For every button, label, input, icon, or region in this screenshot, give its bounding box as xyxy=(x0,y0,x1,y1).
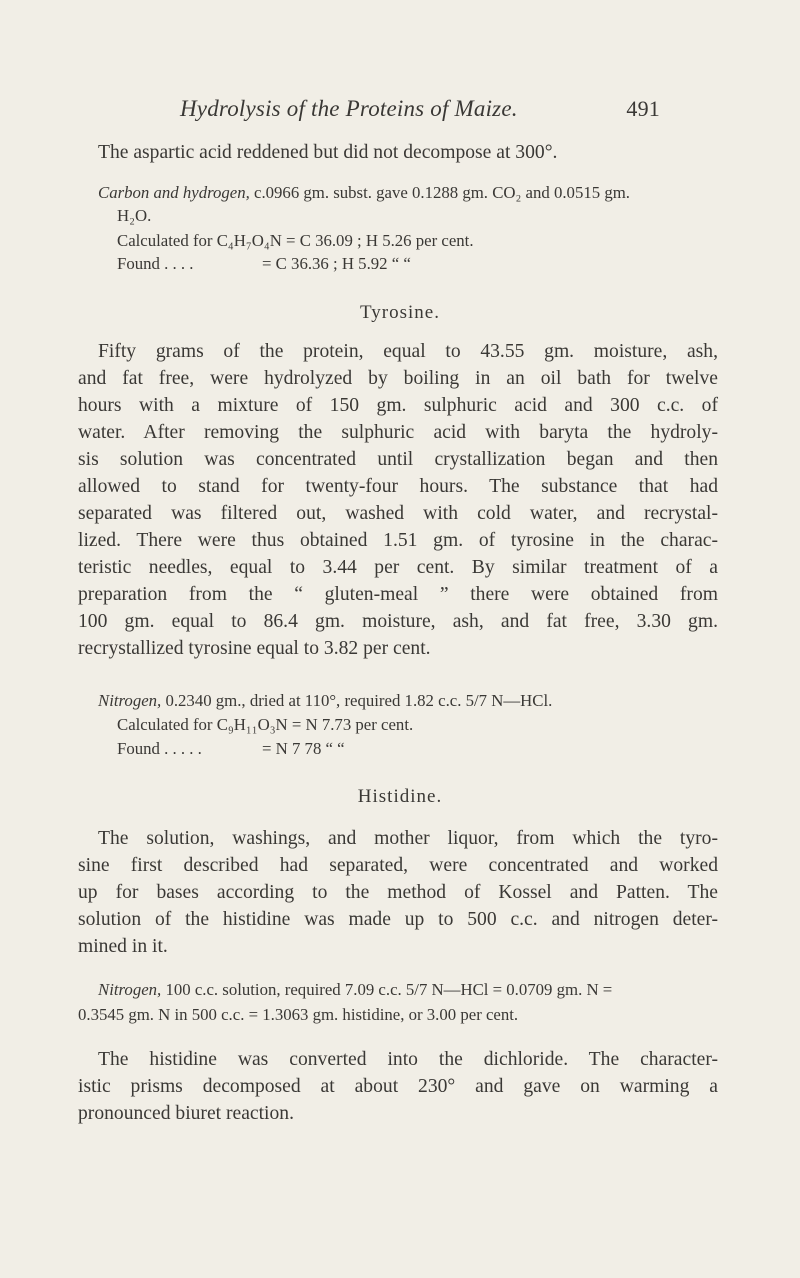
paragraph-line: hours with a mixture of 150 gm. sulphuric acid and 300 c.c. of xyxy=(78,395,718,416)
calculated-label: Calculated for C₄H₇O₄N xyxy=(117,231,282,250)
tyrosine-heading: Tyrosine. xyxy=(360,302,440,323)
tyrosine-analysis-line xyxy=(98,689,552,713)
paragraph-line: allowed to stand for twenty-four hours. The substance that had xyxy=(78,476,718,497)
running-header xyxy=(180,96,660,122)
histidine-heading: Histidine. xyxy=(357,786,443,807)
tyrosine-calculated xyxy=(117,713,413,737)
aspartic-calculated xyxy=(117,229,474,253)
paragraph-line: Fifty grams of the protein, equal to 43.55 gm. moisture, ash, xyxy=(98,341,718,362)
aspartic-analysis-line-1 xyxy=(98,181,630,205)
histidine-paragraph xyxy=(78,825,718,960)
analysis-text: 0.2340 gm., dried at 110°, required 1.82 c.c. 5/7 N—HCl. xyxy=(161,691,553,710)
histidine-analysis-line-2: 0.3545 gm. N in 500 c.c. = 1.3063 gm. histidine, or 3.00 per cent. xyxy=(78,1005,519,1024)
analysis-label: Carbon and hydrogen, xyxy=(98,183,250,202)
paragraph-line: teristic needles, equal to 3.44 per cent. By similar treatment of a xyxy=(78,557,718,578)
histidine-closing-paragraph xyxy=(78,1046,718,1127)
calculated-values: = C 36.09 ; H 5.26 per cent. xyxy=(286,231,474,250)
tyrosine-paragraph xyxy=(78,338,718,662)
paragraph-line: istic prisms decomposed at about 230° and gave on warming a xyxy=(78,1076,718,1097)
paragraph-line: mined in it. xyxy=(78,936,168,957)
aspartic-line: The aspartic acid reddened but did not decompose at 300°. xyxy=(98,142,558,163)
aspartic-paragraph xyxy=(98,139,738,166)
analysis-label: Nitrogen, xyxy=(98,691,162,710)
calculated-label: Calculated for C₉H₁₁O₃N xyxy=(117,715,288,734)
calculated-values: = N 7.73 per cent. xyxy=(291,715,414,734)
histidine-analysis-line-1 xyxy=(98,978,612,1002)
analysis-text: c.0966 gm. subst. gave 0.1288 gm. CO₂ and 0.0515 gm. xyxy=(249,183,630,202)
found-label: Found . . . . . xyxy=(117,739,202,758)
paragraph-line: up for bases according to the method of Kossel and Patten. The xyxy=(78,882,718,903)
found-values: = C 36.36 ; H 5.92 “ “ xyxy=(262,254,411,273)
paragraph-line: sine first described had separated, were concentrated and worked xyxy=(78,855,718,876)
paragraph-line: sis solution was concentrated until crystallization began and then xyxy=(78,449,718,470)
paragraph-line: The histidine was converted into the dichloride. The character- xyxy=(98,1049,718,1070)
paragraph-line: The solution, washings, and mother liquor, from which the tyro- xyxy=(98,828,718,849)
paragraph-line: water. After removing the sulphuric acid with baryta the hydroly- xyxy=(78,422,718,443)
running-title: Hydrolysis of the Proteins of Maize. xyxy=(180,96,518,121)
paragraph-line: separated was filtered out, washed with cold water, and recrystal- xyxy=(78,503,718,524)
paragraph-line: and fat free, were hydrolyzed by boiling in an oil bath for twelve xyxy=(78,368,718,389)
paragraph-line: preparation from the “ gluten-meal ” there were obtained from xyxy=(78,584,718,605)
page-number: 491 xyxy=(626,96,660,121)
found-values: = N 7 78 “ “ xyxy=(262,739,345,758)
aspartic-analysis-line-2: H₂O. xyxy=(117,206,152,225)
paragraph-line: solution of the histidine was made up to 500 c.c. and nitrogen deter- xyxy=(78,909,718,930)
paragraph-line: recrystallized tyrosine equal to 3.82 per cent. xyxy=(78,638,431,659)
paragraph-line: pronounced biuret reaction. xyxy=(78,1103,294,1124)
paragraph-line: lized. There were thus obtained 1.51 gm. of tyrosine in the charac- xyxy=(78,530,718,551)
aspartic-found xyxy=(117,252,411,276)
tyrosine-found xyxy=(117,737,345,761)
found-label: Found . . . . xyxy=(117,254,194,273)
analysis-label: Nitrogen, xyxy=(98,980,162,999)
paragraph-line: 100 gm. equal to 86.4 gm. moisture, ash, and fat free, 3.30 gm. xyxy=(78,611,718,632)
analysis-text: 100 c.c. solution, required 7.09 c.c. 5/7 N—HCl = 0.0709 gm. N = xyxy=(161,980,613,999)
